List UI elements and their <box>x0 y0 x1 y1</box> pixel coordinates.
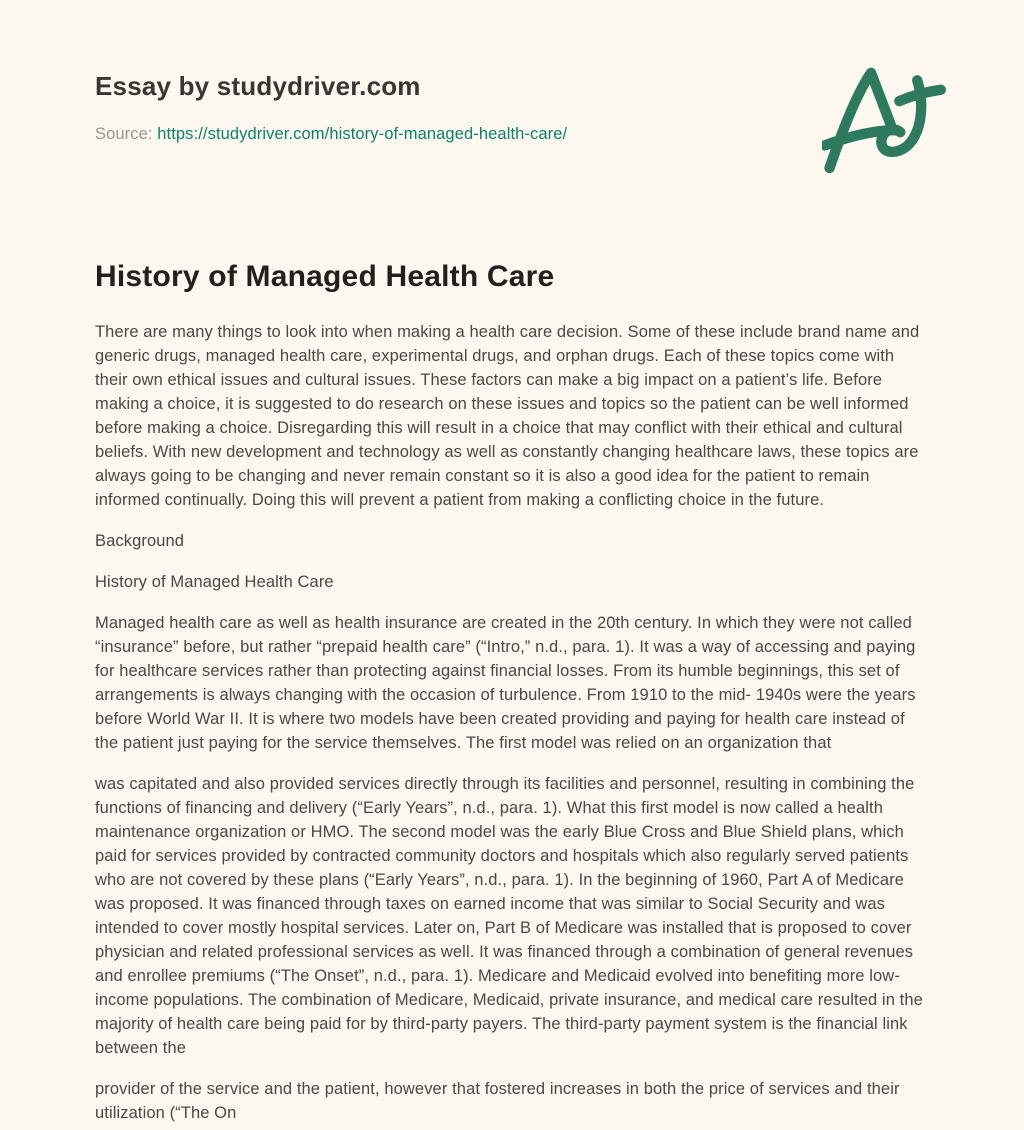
source-link[interactable]: https://studydriver.com/history-of-managed-health-care/ <box>157 124 568 143</box>
essay-subheading-background: Background <box>95 531 185 550</box>
a-plus-logo-icon <box>822 60 954 178</box>
essay-main <box>95 260 930 1125</box>
source-label: Source: <box>95 124 153 143</box>
site-title: Essay by studydriver.com <box>95 71 421 101</box>
essay-body <box>95 320 930 1125</box>
page-header <box>95 72 930 144</box>
essay-paragraph-intro: There are many things to look into when making a health care decision. Some of these include brand name and generic drugs, managed health care, experimental drugs, and orphan drugs. Each of these topics come with their own ethical issues and cultural issues. These factors can make a big impact on a patient’s life. Before making a choice, it is suggested to do research on these issues and topics so the patient can be well informed before making a choice. Disregarding this will result in a choice that may conflict with their ethical and cultural beliefs. With new development and technology as well as constantly changing healthcare laws, these topics are always going to be changing and never remain constant so it is also a good idea for the patient to remain informed continually. Doing this will prevent a patient from making a conflicting choice in the future. <box>95 322 920 509</box>
essay-subheading-history: History of Managed Health Care <box>95 572 334 591</box>
essay-title: History of Managed Health Care <box>95 259 555 293</box>
source-line <box>95 125 930 144</box>
essay-paragraph-managed-care: Managed health care as well as health insurance are created in the 20th century. In which they were not called “insurance” before, but rather “prepaid health care” (“Intro,” n.d., para. 1). It was a way of accessing and paying for healthcare services rather than protecting against financial losses. From its humble beginnings, this set of arrangements is always changing with the occasion of turbulence. From 1910 to the mid- 1940s were the years before World War II. It is where two models have been created providing and paying for health care instead of the patient just paying for the service themselves. The first model was relied on an organization that <box>95 613 916 752</box>
essay-paragraph-provider: provider of the service and the patient, however that fostered increases in both the price of services and their utilization (“The On <box>95 1079 900 1122</box>
essay-paragraph-models: was capitated and also provided services directly through its facilities and personnel, resulting in combining the functions of financing and delivery (“Early Years”, n.d., para. 1). What this first model is now called a health maintenance organization or HMO. The second model was the early Blue Cross and Blue Shield plans, which paid for services provided by contracted community doctors and hospitals which also regularly served patients who are not covered by these plans (“Early Years”, n.d., para. 1). In the beginning of 1960, Part A of Medicare was proposed. It was financed through taxes on earned income that was similar to Social Security and was intended to cover mostly hospital services. Later on, Part B of Medicare was installed that is proposed to cover physician and related professional services as well. It was financed through a combination of general revenues and enrollee premiums (“The Onset”, n.d., para. 1). Medicare and Medicaid evolved into benefiting more low-income populations. The combination of Medicare, Medicaid, private insurance, and medical care resulted in the majority of health care being paid for by third-party payers. The third-party payment system is the financial link between the <box>95 774 923 1057</box>
